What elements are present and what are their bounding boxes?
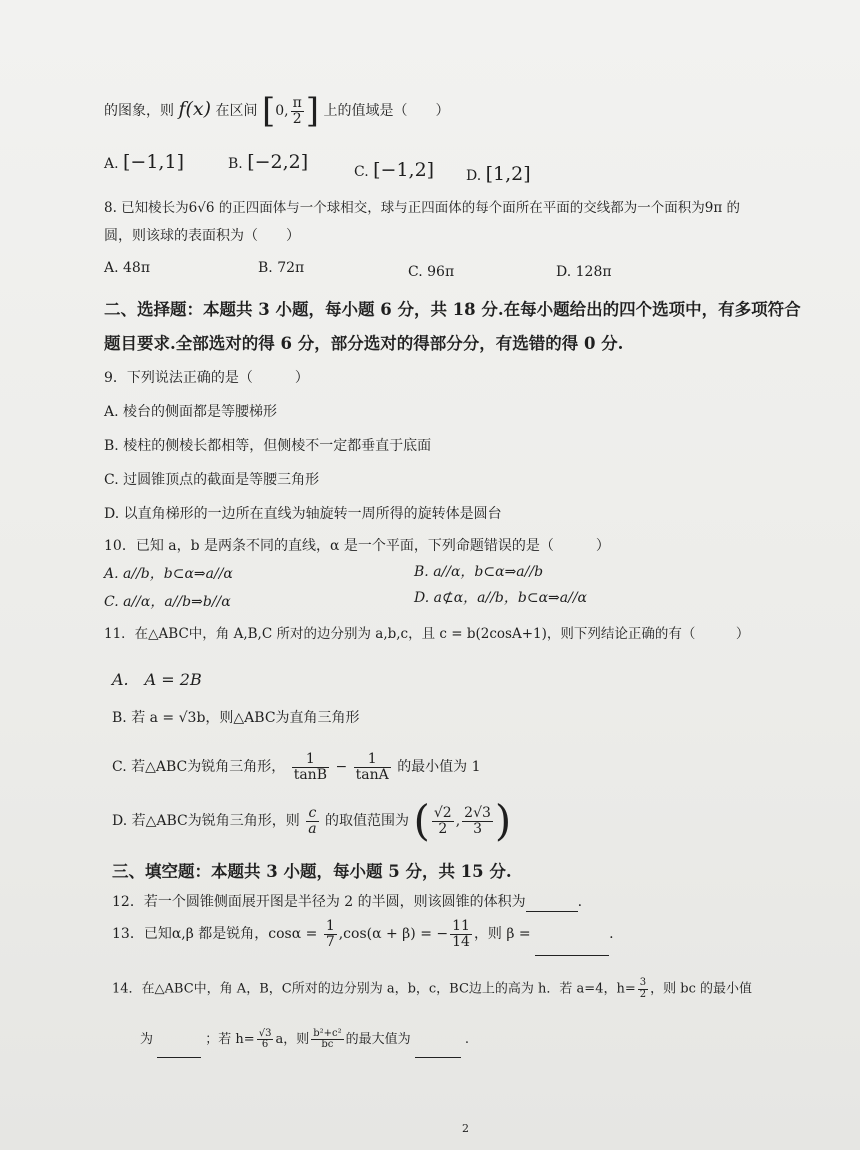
q14-h2-var: a，则	[275, 1032, 310, 1047]
section2-heading-line-1: 二、选择题：本题共 3 小题，每小题 6 分，共 18 分.在每小题给出的四个选项中，有多项符合	[104, 300, 801, 319]
q11-c-f2-den: tanA	[355, 766, 389, 783]
q11-c-f1-num: 1	[292, 752, 329, 768]
q14-h-fraction	[638, 978, 648, 1000]
q12-end: .	[577, 894, 583, 910]
q14-answer-blank-1[interactable]	[157, 1043, 201, 1058]
q11-d-r2-den: 3	[473, 820, 482, 837]
q12-answer-blank[interactable]	[526, 897, 578, 912]
q7-bracket-right: ]	[305, 91, 320, 132]
q7-mid: 在区间	[215, 103, 258, 120]
q14-ratio-den: bc	[321, 1039, 334, 1050]
q8-line-2: 圆，则该球的表面积为（ ）	[104, 228, 300, 244]
q9-option-d: D. 以直角梯形的一边所在直线为轴旋转一周所得的旋转体是圆台	[104, 506, 502, 522]
q11-d-num: c	[306, 806, 318, 822]
q8-option-a	[104, 258, 150, 278]
q14-end: .	[464, 1032, 470, 1047]
q7-stem-line	[104, 91, 450, 132]
q11-d-range-low	[432, 806, 454, 836]
q14-ratio-num: b²+c²	[313, 1027, 342, 1039]
q11-option-a: A. A = 2B	[112, 670, 202, 689]
q7-option-b-text: [−2,2]	[247, 151, 309, 173]
q13-mid: ,cos(α + β) = −	[338, 926, 449, 942]
q10-option-b: B. a//α，b⊂α⇒a//b	[414, 564, 544, 580]
q12-line	[112, 892, 582, 912]
q14-answer-blank-2[interactable]	[415, 1043, 461, 1058]
section3-heading: 三、填空题：本题共 3 小题，每小题 5 分，共 15 分.	[112, 862, 512, 881]
q13-f1-den: 7	[325, 933, 335, 950]
q7-prefix: 的图象，则	[104, 103, 174, 120]
q8-option-b-text: 72π	[277, 260, 305, 276]
q14-line2-prefix: 为	[140, 1032, 154, 1047]
q7-option-a-label: A.	[104, 156, 119, 172]
q11-option-d	[112, 796, 511, 846]
q9-option-a: A. 棱台的侧面都是等腰梯形	[104, 404, 278, 420]
q13-f2-den: 14	[452, 933, 470, 950]
q13-f2-num: 11	[452, 917, 470, 934]
q11-d-r2-num: 2√3	[464, 804, 491, 821]
q14-line1-suffix: ，则 bc 的最小值	[650, 981, 752, 997]
q7-option-b	[228, 152, 308, 174]
q9-option-b: B. 棱柱的侧棱长都相等，但侧棱不一定都垂直于底面	[104, 438, 432, 454]
q14-line2-mid: ；若 h=	[205, 1032, 255, 1047]
q13-post: ，则 β =	[473, 926, 531, 942]
q7-option-a-text: [−1,1]	[123, 151, 184, 173]
q8-option-c-label: C.	[408, 264, 423, 280]
q7-option-d-text: [1,2]	[485, 163, 531, 185]
q7-option-c	[354, 160, 434, 182]
q11-c-minus: −	[335, 759, 348, 775]
q9-stem: 9．下列说法正确的是（ ）	[104, 370, 309, 386]
q11-c-fraction-2	[354, 752, 391, 782]
q11-d-fraction	[306, 806, 318, 836]
q11-d-r1-num: √2	[433, 804, 452, 821]
q14-line-1	[112, 978, 752, 1000]
q11-d-paren-right: )	[494, 796, 512, 845]
q11-d-den: a	[308, 820, 317, 837]
q8-option-d-text: 128π	[575, 264, 612, 280]
q8-option-c-text: 96π	[427, 264, 455, 280]
page-number: 2	[462, 1122, 469, 1135]
q7-two: 2	[292, 110, 302, 127]
q14-line-2	[140, 1022, 469, 1058]
q7-option-b-label: B.	[228, 156, 243, 172]
q12-text: 12．若一个圆锥侧面展开图是半径为 2 的半圆，则该圆锥的体积为	[112, 894, 526, 910]
q11-option-b: B. 若 a = √3b，则△ABC为直角三角形	[112, 710, 360, 726]
q13-answer-blank[interactable]	[535, 941, 609, 956]
q14-h2-den: 6	[261, 1039, 269, 1050]
q8-option-d-label: D.	[556, 264, 572, 280]
q13-f1-num: 1	[325, 917, 335, 934]
q10-option-c: C. a//α，a//b⇒b//α	[104, 594, 231, 610]
q11-d-paren-left: (	[413, 796, 430, 845]
q13-end: .	[609, 926, 614, 942]
q8-option-a-label: A.	[104, 260, 119, 276]
q11-d-range-high	[462, 806, 493, 836]
q8-option-c	[408, 262, 454, 282]
q7-suffix: 上的值域是（ ）	[323, 103, 450, 120]
q14-h2-fraction	[257, 1029, 274, 1051]
q13-fraction-2	[450, 919, 472, 949]
q11-d-prefix: D. 若△ABC为锐角三角形，则	[112, 813, 300, 829]
q11-c-fraction-1	[292, 752, 329, 782]
q7-bracket-left: [	[261, 91, 276, 132]
q13-prefix: 13．已知α,β 都是锐角，cosα =	[112, 926, 318, 942]
q7-fx: f(x)	[178, 98, 212, 121]
q8-option-b	[258, 258, 304, 278]
q11-stem: 11．在△ABC中，角 A,B,C 所对的边分别为 a,b,c，且 c = b(2cosA+1)，则下列结论正确的有（ ）	[104, 626, 750, 642]
q7-interval-start: 0,	[275, 103, 289, 120]
q14-h2-num: √3	[258, 1027, 272, 1039]
q11-d-comma: ,	[455, 813, 461, 829]
q8-line-1: 8. 已知棱长为6√6 的正四面体与一个球相交，球与正四面体的每个面所在平面的交线都为一个面积为9π 的	[104, 200, 740, 216]
q11-d-mid: 的取值范围为	[325, 813, 410, 829]
q14-ratio-fraction	[311, 1029, 343, 1051]
q11-option-c	[112, 744, 481, 790]
q14-line2-suffix: 的最大值为	[345, 1032, 411, 1047]
q10-option-d: D. a⊄α，a//b，b⊂α⇒a//α	[414, 590, 588, 606]
q13-fraction-1	[324, 919, 337, 949]
q8-option-b-label: B.	[258, 260, 273, 276]
q7-option-d	[466, 164, 531, 186]
q11-c-f1-den: tanB	[293, 766, 327, 783]
q8-option-d	[556, 262, 612, 282]
q10-option-a: A. a//b，b⊂α⇒a//α	[104, 566, 233, 582]
q7-pi-over-2	[291, 96, 304, 126]
section2-heading-line-2: 题目要求.全部选对的得 6 分，部分选对的得部分分，有选错的得 0 分.	[104, 334, 624, 353]
q7-option-d-label: D.	[466, 168, 482, 184]
q10-stem: 10．已知 a，b 是两条不同的直线，α 是一个平面，下列命题错误的是（ ）	[104, 538, 610, 554]
q7-option-c-text: [−1,2]	[373, 159, 435, 181]
q13-line	[112, 912, 614, 956]
q14-h-num: 3	[639, 977, 647, 988]
q11-c-suffix: 的最小值为 1	[397, 759, 481, 775]
q7-pi: π	[292, 95, 302, 111]
q11-d-r1-den: 2	[438, 820, 448, 837]
q11-c-prefix: C. 若△ABC为锐角三角形，	[112, 759, 286, 775]
q14-h-den: 2	[639, 988, 647, 1000]
q7-option-c-label: C.	[354, 164, 369, 180]
q14-line1-prefix: 14．在△ABC中，角 A，B，C所对的边分别为 a，b，c，BC边上的高为 h．若 a=4，h=	[112, 981, 636, 997]
q11-c-f2-num: 1	[354, 752, 391, 768]
q9-option-c: C. 过圆锥顶点的截面是等腰三角形	[104, 472, 320, 488]
q8-option-a-text: 48π	[123, 260, 151, 276]
q7-option-a	[104, 152, 184, 174]
